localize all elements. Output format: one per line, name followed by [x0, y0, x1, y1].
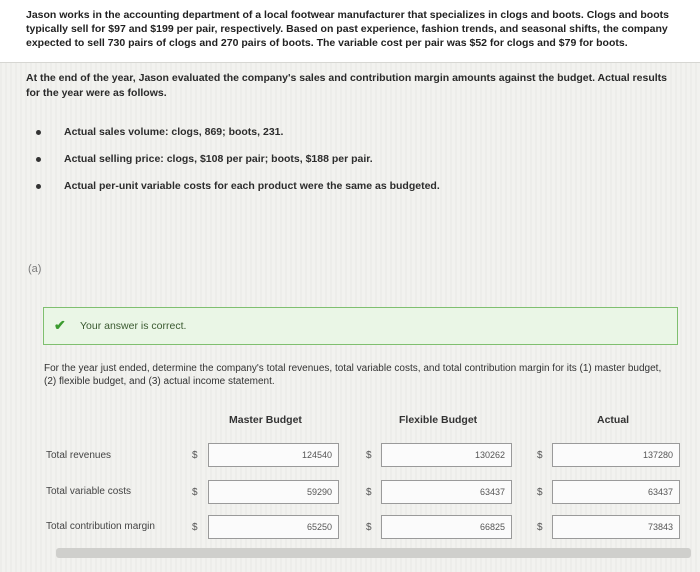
master-total-contribution-margin-input[interactable]: 65250: [208, 515, 339, 539]
currency-symbol: $: [192, 450, 198, 461]
master-total-revenues-input[interactable]: 124540: [208, 443, 339, 467]
check-icon: ✔: [54, 317, 66, 333]
row-label-total-revenues: Total revenues: [46, 450, 112, 461]
column-header-flexible-budget: Flexible Budget: [399, 414, 478, 426]
horizontal-scrollbar[interactable]: [56, 548, 691, 558]
feedback-text: Your answer is correct.: [80, 320, 187, 332]
flexible-total-variable-costs-input[interactable]: 63437: [381, 480, 512, 504]
currency-symbol: $: [366, 487, 372, 498]
problem-intro-text: Jason works in the accounting department of a local footwear manufacturer that specializes in clogs and boots. Clogs and boots typically sell for $97 and $199 per pair, respectively. Based on past experience, fashion trends, and seasonal shifts, the company expected to sell 730 pairs of clogs and 270 pairs of boots. The variable cost per pair was $52 for clogs and $79 for boots.: [26, 9, 669, 49]
currency-symbol: $: [537, 522, 543, 533]
part-label: (a): [28, 263, 42, 275]
currency-symbol: $: [192, 522, 198, 533]
currency-symbol: $: [537, 450, 543, 461]
column-header-master-budget: Master Budget: [229, 414, 302, 426]
row-label-total-variable-costs: Total variable costs: [46, 486, 132, 497]
master-total-variable-costs-input[interactable]: 59290: [208, 480, 339, 504]
actual-total-revenues-input[interactable]: 137280: [552, 443, 680, 467]
bullet-text: Actual selling price: clogs, $108 per pair; boots, $188 per pair.: [64, 153, 373, 165]
row-label-total-contribution-margin: Total contribution margin: [46, 521, 155, 532]
actual-total-contribution-margin-input[interactable]: 73843: [552, 515, 680, 539]
year-end-text: At the end of the year, Jason evaluated the company's sales and contribution margin amounts against the budget. Actual results for the year were as follows.: [26, 72, 667, 99]
bullet-text: Actual sales volume: clogs, 869; boots, 231.: [64, 126, 284, 138]
column-header-actual: Actual: [597, 414, 630, 426]
flexible-total-revenues-input[interactable]: 130262: [381, 443, 512, 467]
bullet-icon: [36, 184, 41, 189]
bullet-text: Actual per-unit variable costs for each product were the same as budgeted.: [64, 180, 440, 192]
problem-intro-panel: [0, 0, 700, 63]
bullet-icon: [36, 157, 41, 162]
currency-symbol: $: [192, 487, 198, 498]
actual-total-variable-costs-input[interactable]: 63437: [552, 480, 680, 504]
currency-symbol: $: [366, 450, 372, 461]
currency-symbol: $: [366, 522, 372, 533]
flexible-total-contribution-margin-input[interactable]: 66825: [381, 515, 512, 539]
currency-symbol: $: [537, 487, 543, 498]
bullet-icon: [36, 130, 41, 135]
instruction-text: For the year just ended, determine the company's total revenues, total variable costs, and total contribution margin for its (1) master budget, (2) flexible budget, and (3) actual income statement.: [44, 363, 662, 387]
correct-feedback-banner: [43, 307, 678, 345]
